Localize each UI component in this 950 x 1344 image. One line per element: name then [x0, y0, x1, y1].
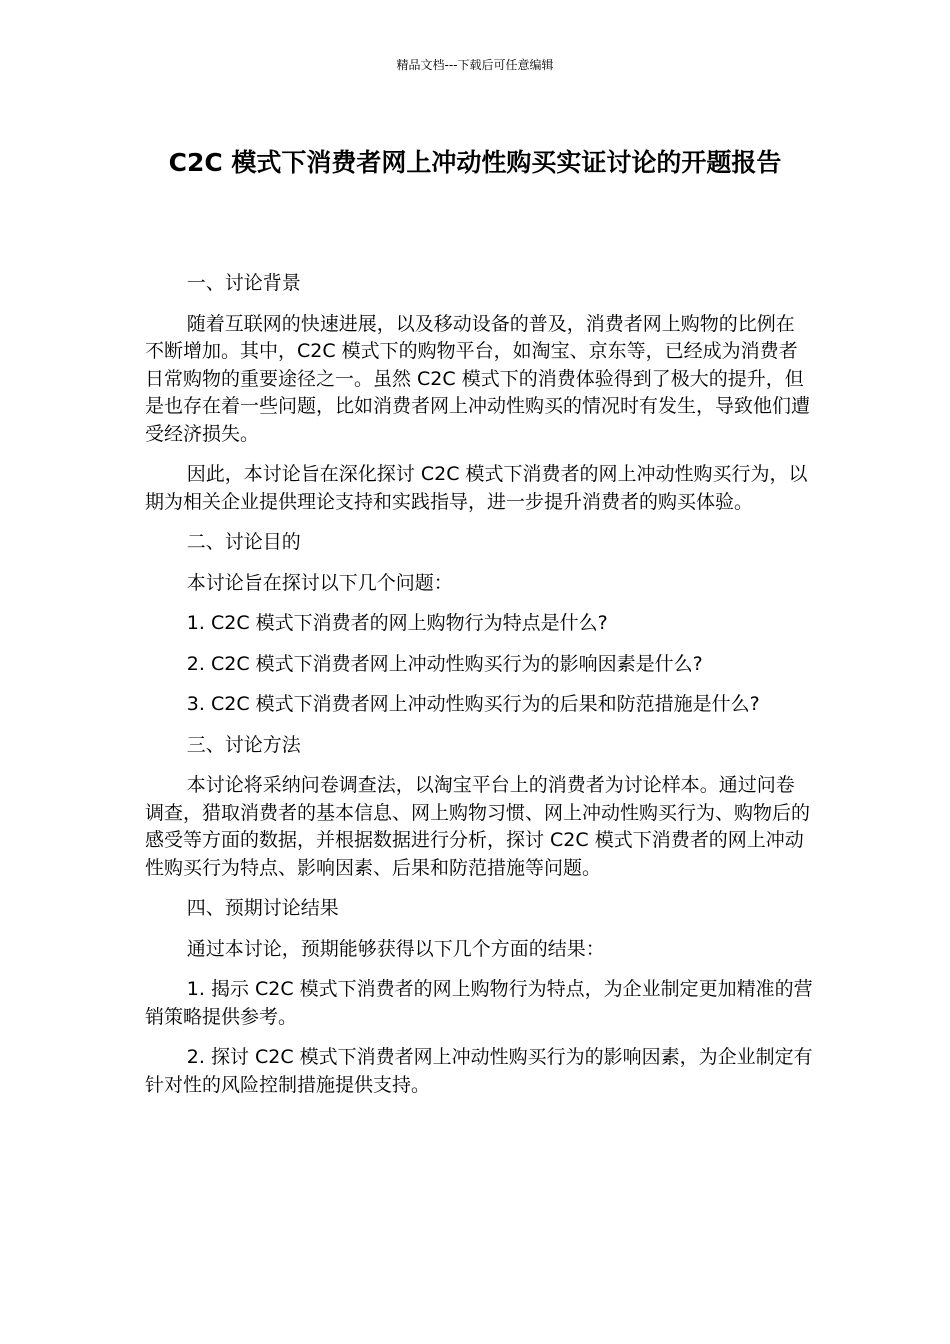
paragraph: 通过本讨论，预期能够获得以下几个方面的结果：: [186, 937, 605, 960]
list-item: 1. 揭示 C2C 模式下消费者的网上购物行为特点，为企业制定更加精准的营销策略提供参考。: [145, 978, 813, 1028]
section-heading: 三、讨论方法: [186, 733, 301, 756]
page-title: C2C 模式下消费者网上冲动性购买实证讨论的开题报告: [168, 148, 782, 177]
section-method: [145, 732, 813, 883]
document-body: [145, 270, 813, 1112]
paragraph: 本讨论旨在探讨以下几个问题：: [186, 571, 453, 594]
paragraph: 因此，本讨论旨在深化探讨 C2C 模式下消费者的网上冲动性购买行为，以期为相关企业提供理论支持和实践指导，进一步提升消费者的购买体验。: [145, 463, 808, 513]
section-heading: 二、讨论目的: [186, 531, 301, 553]
section-background: [145, 270, 813, 516]
header-note: 精品文档---下载后可任意编辑: [396, 58, 554, 72]
section-purpose: [145, 529, 813, 719]
section-expected-results: [145, 895, 813, 1099]
section-heading: 四、预期讨论结果: [186, 897, 339, 919]
list-item: 3. C2C 模式下消费者网上冲动性购买行为的后果和防范措施是什么?: [186, 693, 760, 715]
list-item: 2. C2C 模式下消费者网上冲动性购买行为的影响因素是什么?: [186, 652, 703, 675]
list-item: 1. C2C 模式下消费者的网上购物行为特点是什么?: [186, 612, 608, 634]
paragraph: 本讨论将采纳问卷调查法，以淘宝平台上的消费者为讨论样本。通过问卷调查，猎取消费者的基本信息、网上购物习惯、网上冲动性购买行为、购物后的感受等方面的数据，并根据数据进行分析，探讨 C2C 模式下消费者的网上冲动性购买行为特点、影响因素、后果和防范措施等问题。: [145, 774, 811, 879]
section-heading: 一、讨论背景: [186, 272, 301, 294]
list-item: 2. 探讨 C2C 模式下消费者网上冲动性购买行为的影响因素，为企业制定有针对性的风险控制措施提供支持。: [145, 1046, 813, 1096]
paragraph: 随着互联网的快速进展，以及移动设备的普及，消费者网上购物的比例在不断增加。其中，C2C 模式下的购物平台，如淘宝、京东等，已经成为消费者日常购物的重要途径之一。虽然 C2C 模式下的消费体验得到了极大的提升，但是也存在着一些问题，比如消费者网上冲动性购买的情况时有发生，导致他们遭受经济损失。: [145, 312, 811, 445]
